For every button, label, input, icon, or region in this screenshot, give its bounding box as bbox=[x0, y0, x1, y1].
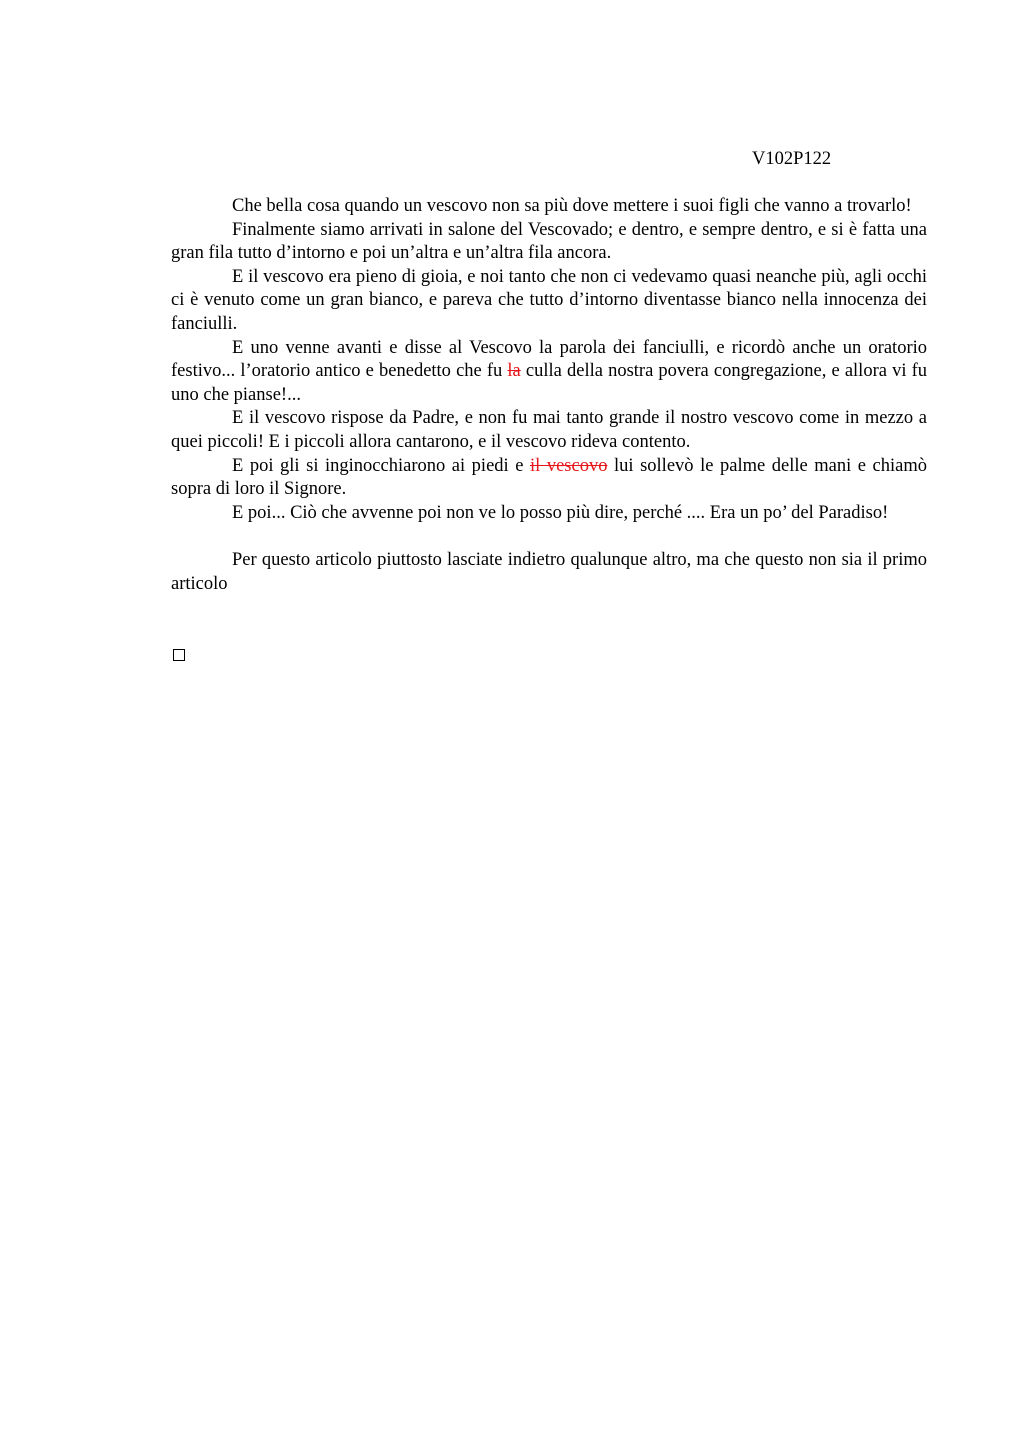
paragraph-7: E poi... Ciò che avvenne poi non ve lo posso più dire, perché .... Era un po’ del Paradiso! bbox=[232, 502, 889, 523]
paragraph-6 bbox=[171, 455, 927, 502]
blank-line bbox=[171, 525, 927, 549]
struck-word-la: la bbox=[507, 361, 521, 382]
paragraph-4-text-after: culla della nostra povera congregazione, e allora vi fu uno che pianse!... bbox=[171, 361, 928, 405]
paragraph-4 bbox=[171, 337, 927, 408]
paragraph-6-text-before: E poi gli si inginocchiarono ai piedi e bbox=[232, 455, 530, 476]
struck-words-il-vescovo: il vescovo bbox=[530, 455, 608, 476]
paragraph-6-text-after: lui sollevò le palme delle mani e chiamò sopra di loro il Signore. bbox=[171, 455, 927, 500]
checkbox-square-icon bbox=[173, 649, 185, 661]
paragraph-3: E il vescovo era pieno di gioia, e noi tanto che non ci vedevamo quasi neanche più, agli occhi ci è venuto come un gran bianco, e pareva che tutto d’intorno diventasse bianco nella innocenza dei fanciulli. bbox=[171, 266, 927, 334]
paragraph-5: E il vescovo rispose da Padre, e non fu mai tanto grande il nostro vescovo come in mezzo a quei piccoli! E i piccoli allora cantarono, e il vescovo rideva contento. bbox=[171, 408, 927, 452]
paragraph-2: Finalmente siamo arrivati in salone del Vescovado; e dentro, e sempre dentro, e si è fatta una gran fila tutto d’intorno e poi un’altra e un’altra fila ancora. bbox=[171, 219, 927, 264]
paragraph-1: Che bella cosa quando un vescovo non sa più dove mettere i suoi figli che vanno a trovarlo! bbox=[232, 196, 912, 216]
closing-note: Per questo articolo piuttosto lasciate indietro qualunque altro, ma che questo non sia il primo articolo bbox=[171, 549, 927, 594]
document-body bbox=[171, 195, 927, 596]
paragraph-4-text-before: E uno venne avanti e disse al Vescovo la parola dei fanciulli, e ricordò anche un oratorio festivo... l’oratorio antico e benedetto che fu bbox=[171, 337, 927, 382]
page-code: V102P122 bbox=[752, 149, 832, 169]
